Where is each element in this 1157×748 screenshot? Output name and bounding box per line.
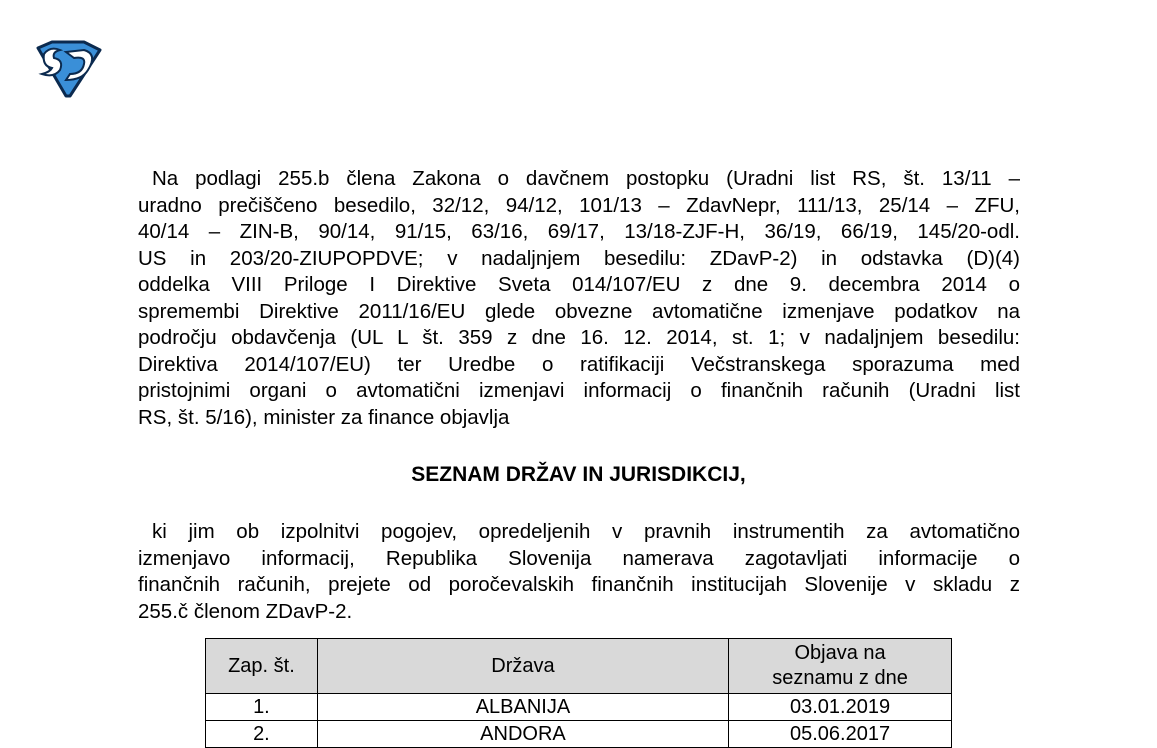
intro-line: 40/14 – ZIN-B, 90/14, 91/15, 63/16, 69/17, 13/18-ZJF-H, 36/19, 66/19, 145/20-odl. <box>138 220 1020 243</box>
intro-line: oddelka VIII Priloge I Direktive Sveta 014/107/EU z dne 9. decembra 2014 o <box>138 273 1020 296</box>
states-table <box>205 638 952 748</box>
intro-line: spremembi Direktive 2011/16/EU glede obvezne avtomatične izmenjave podatkov na <box>138 299 1020 323</box>
row-num: 2. <box>206 721 318 748</box>
row-num: 1. <box>206 694 318 721</box>
body-line: ki jim ob izpolnitvi pogojev, opredeljenih v pravnih instrumentih za avtomatično <box>152 520 1020 543</box>
intro-line: Direktiva 2014/107/EU) ter Uredbe o ratifikaciji Večstranskega sporazuma med <box>138 352 1020 376</box>
intro-line: US in 203/20-ZIUPOPDVE; v nadaljnjem besedilu: ZDavP-2) in odstavka (D)(4) <box>138 246 1020 270</box>
header-num: Zap. št. <box>206 639 318 694</box>
body-paragraph <box>138 519 1020 625</box>
table-header-row <box>206 639 952 694</box>
table-row <box>206 721 952 748</box>
intro-line: Na podlagi 255.b člena Zakona o davčnem postopku (Uradni list RS, št. 13/11 – <box>152 167 1020 190</box>
header-date-line1: Objava na <box>794 642 886 664</box>
row-state: ANDORA <box>317 721 728 748</box>
row-date: 03.01.2019 <box>729 694 952 721</box>
intro-line: RS, št. 5/16), minister za finance objavlja <box>138 405 510 429</box>
intro-paragraph <box>138 166 1020 431</box>
body-line: 255.č členom ZDavP-2. <box>138 599 353 623</box>
body-line: izmenjavo informacij, Republika Slovenija namerava zagotavljati informacije o <box>138 546 1020 570</box>
intro-line: pristojnimi organi o avtomatični izmenjavi informacij o finančnih računih (Uradni list <box>138 379 1020 402</box>
intro-line: uradno prečiščeno besedilo, 32/12, 94/12, 101/13 – ZdavNepr, 111/13, 25/14 – ZFU, <box>138 193 1020 217</box>
body-line: finančnih računih, prejete od poročevalskih finančnih institucijah Slovenije v skladu z <box>138 573 1020 596</box>
document-title: SEZNAM DRŽAV IN JURISDIKCIJ, <box>411 463 746 486</box>
row-state: ALBANIJA <box>317 694 728 721</box>
intro-line: področju obdavčenja (UL L št. 359 z dne 16. 12. 2014, st. 1; v nadaljnjem besedilu: <box>138 326 1020 349</box>
header-date <box>729 639 952 694</box>
header-date-line2: seznamu z dne <box>772 667 908 689</box>
row-date: 05.06.2017 <box>729 721 952 748</box>
sd-diamond-logo-icon <box>30 40 106 100</box>
table-row <box>206 694 952 721</box>
header-state: Država <box>317 639 728 694</box>
